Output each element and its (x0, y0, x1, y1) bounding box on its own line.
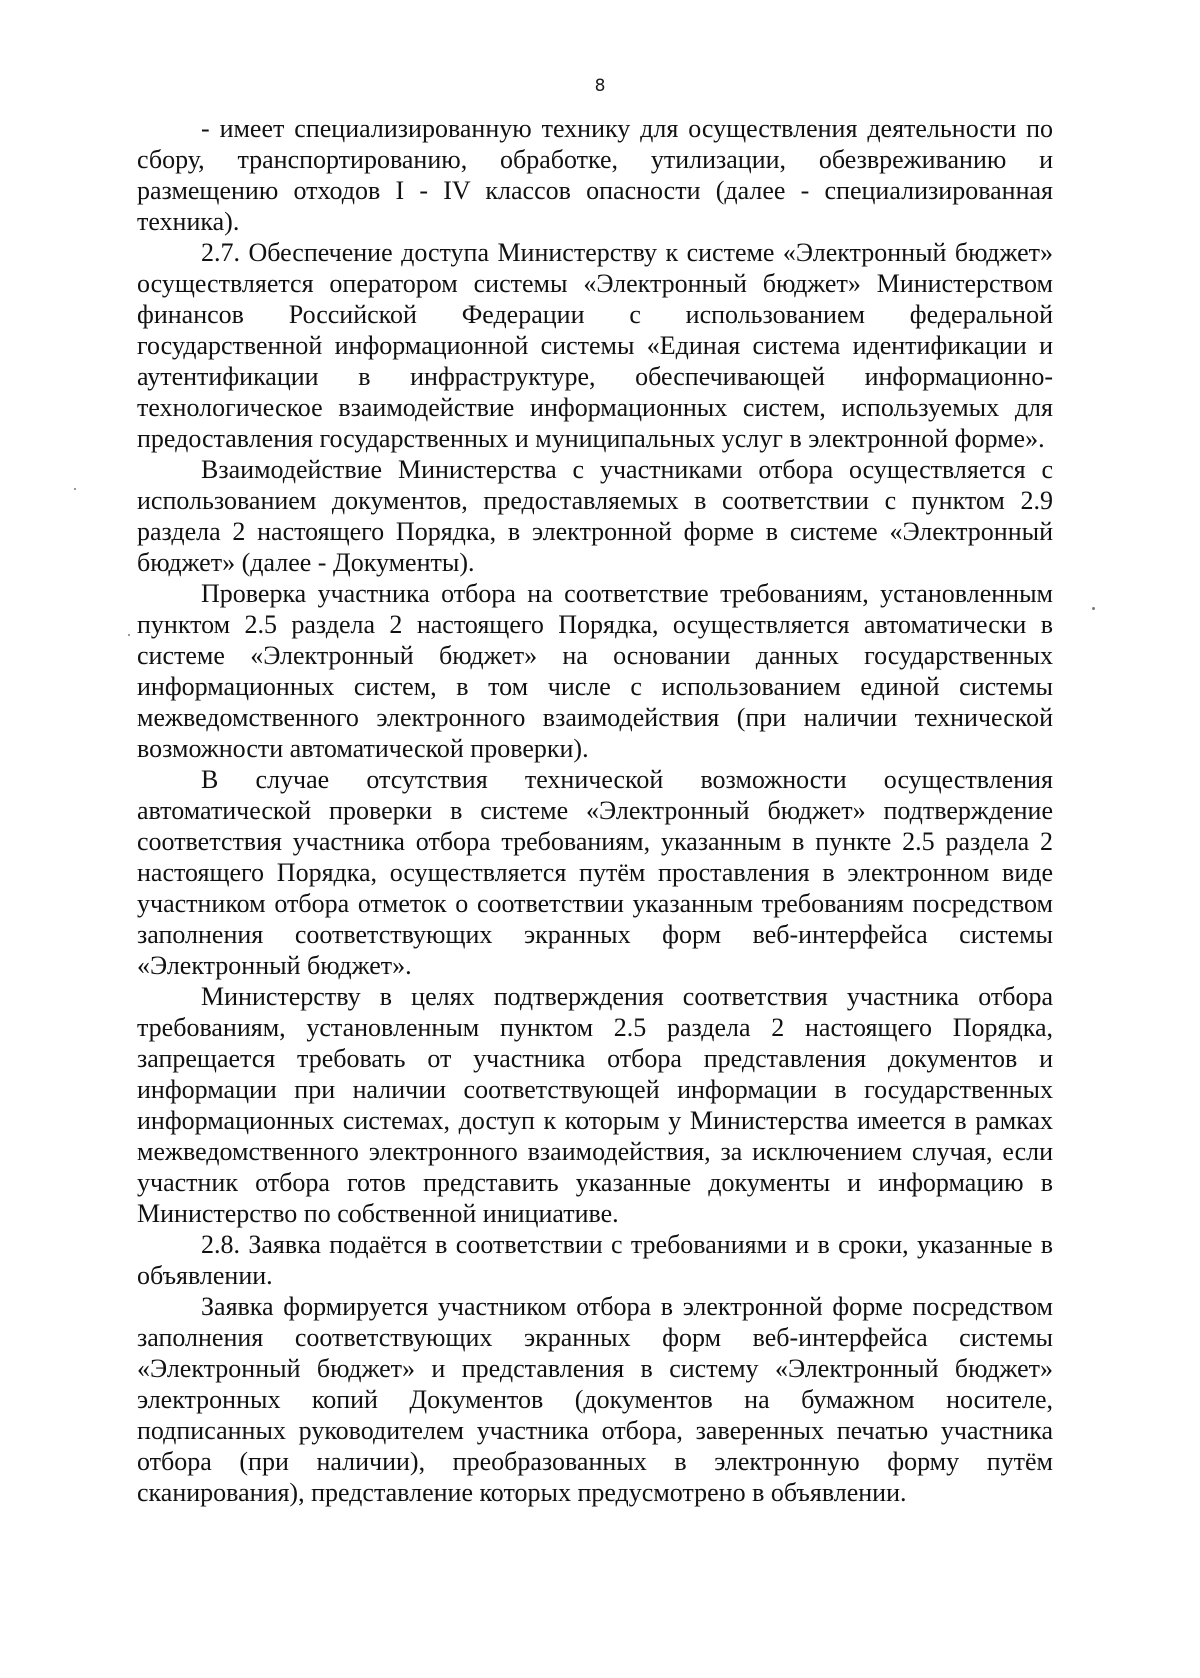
scan-speck (74, 488, 76, 490)
document-body (137, 113, 1053, 1508)
paragraph-interaction: Взаимодействие Министерства с участниками отбора осуществляется с использованием документов, предоставляемых в соответствии с пунктом 2.9 раздела 2 настоящего Порядка, в электронной форме в системе «Электронный бюджет» (далее - Документы). (137, 455, 1053, 577)
paragraph-application-forming: Заявка формируется участником отбора в электронной форме посредством заполнения соответствующих экранных форм веб-интерфейса системы «Электронный бюджет» и представления в систему «Электронный бюджет» электронных копий Документов (документов на бумажном носителе, подписанных руководителем участника отбора, заверенных печатью участника отбора (при наличии), преобразованных в электронную форму путём сканирования), представление которых предусмотрено в объявлении. (137, 1292, 1053, 1507)
paragraph-special-equipment: - имеет специализированную технику для осуществления деятельности по сбору, транспортированию, обработке, утилизации, обезвреживанию и размещению отходов I - IV классов опасности (далее - специализированная техника). (137, 114, 1053, 236)
page-number: 8 (594, 76, 606, 96)
paragraph-automatic-check: Проверка участника отбора на соответствие требованиям, установленным пунктом 2.5 раздела 2 настоящего Порядка, осуществляется автоматически в системе «Электронный бюджет» на основании данных государственных информационных систем, в том числе с использованием единой системы межведомственного электронного взаимодействия (при наличии технической возможности автоматической проверки). (137, 579, 1053, 763)
paragraph-manual-confirmation: В случае отсутствия технической возможности осуществления автоматической проверки в системе «Электронный бюджет» подтверждение соответствия участника отбора требованиям, указанным в пункте 2.5 раздела 2 настоящего Порядка, осуществляется путём проставления в электронном виде участником отбора отметок о соответствии указанным требованиям посредством заполнения соответствующих экранных форм веб-интерфейса системы «Электронный бюджет». (137, 765, 1053, 980)
scan-speck (128, 634, 130, 636)
paragraph-2-8-application: 2.8. Заявка подаётся в соответствии с требованиями и в сроки, указанные в объявлении. (137, 1230, 1053, 1290)
scan-speck (1092, 607, 1095, 610)
paragraph-2-7-access: 2.7. Обеспечение доступа Министерству к системе «Электронный бюджет» осуществляется оператором системы «Электронный бюджет» Министерством финансов Российской Федерации с использованием федеральной государственной информационной системы «Единая система идентификации и аутентификации в инфраструктуре, обеспечивающей информационно-технологическое взаимодействие информационных систем, используемых для предоставления государственных и муниципальных услуг в электронной форме». (137, 238, 1053, 453)
paragraph-prohibition: Министерству в целях подтверждения соответствия участника отбора требованиям, установленным пунктом 2.5 раздела 2 настоящего Порядка, запрещается требовать от участника отбора представления документов и информации при наличии соответствующей информации в государственных информационных системах, доступ к которым у Министерства имеется в рамках межведомственного электронного взаимодействия, за исключением случая, если участник отбора готов представить указанные документы и информацию в Министерство по собственной инициативе. (137, 982, 1053, 1228)
